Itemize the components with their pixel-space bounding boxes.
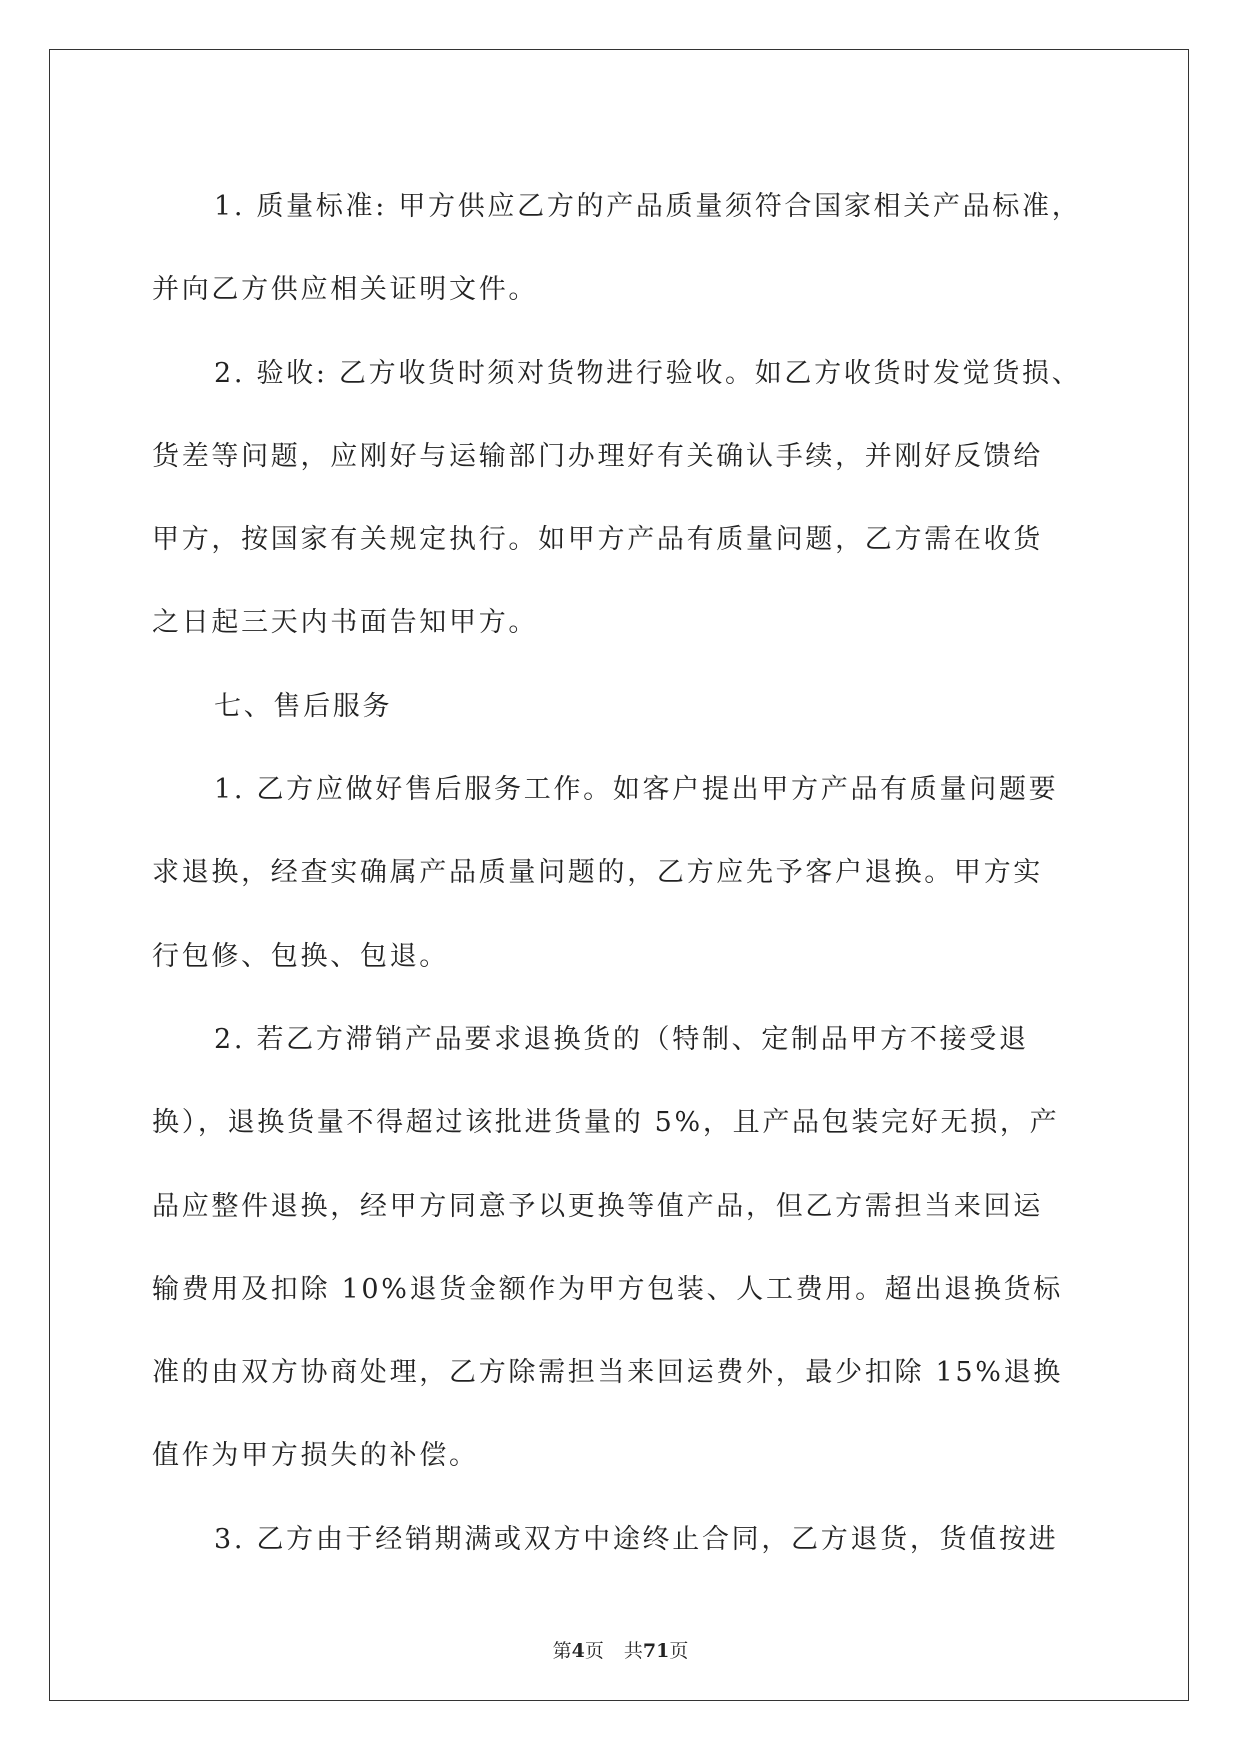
paragraph-quality-line-1: 1. 质量标准: 甲方供应乙方的产品质量须符合国家相关产品标准， [214,191,1082,222]
page-total-number: 71 [642,1640,670,1662]
paragraph-returns-line-5: 准的由双方协商处理，乙方除需担当来回运费外，最少扣除 15%退换 [152,1357,1063,1389]
paragraph-acceptance-line-3: 甲方，按国家有关规定执行。如甲方产品有质量问题，乙方需在收货 [152,524,1043,556]
document-body [152,165,1092,1581]
paragraph-returns-line-1: 2. 若乙方滞销产品要求退换货的（特制、定制品甲方不接受退 [214,1023,1029,1055]
paragraph-returns-line-3: 品应整件退换，经甲方同意予以更换等值产品，但乙方需担当来回运 [152,1190,1043,1222]
paragraph-returns-line-4: 输费用及扣除 10%退货金额作为甲方包装、人工费用。超出退换货标 [152,1273,1063,1305]
page-footer [0,1636,1241,1663]
paragraph-acceptance-line-2: 货差等问题，应刚好与运输部门办理好有关确认手续，并刚好反馈给 [152,440,1043,472]
page-current-number: 4 [571,1640,585,1662]
section-heading-after-sales: 七、售后服务 [214,690,393,722]
total-prefix: 共 [623,1640,643,1662]
paragraph-quality-line-2: 并向乙方供应相关证明文件。 [152,274,539,306]
paragraph-returns-line-2: 换），退换货量不得超过该批进货量的 5%，且产品包装完好无损，产 [152,1107,1060,1139]
paragraph-returns-line-6: 值作为甲方损失的补偿。 [152,1440,479,1472]
paragraph-service-line-3: 行包修、包换、包退。 [152,940,449,972]
paragraph-service-line-2: 求退换，经查实确属产品质量问题的，乙方应先予客户退换。甲方实 [152,857,1043,889]
total-unit: 页 [669,1640,689,1662]
paragraph-acceptance-line-4: 之日起三天内书面告知甲方。 [152,607,539,639]
paragraph-acceptance-line-1: 2. 验收: 乙方收货时须对货物进行验收。如乙方收货时发觉货损、 [214,357,1082,389]
page-unit: 页 [584,1640,604,1662]
paragraph-termination-line-1: 3. 乙方由于经销期满或双方中途终止合同，乙方退货，货值按进 [214,1523,1059,1555]
paragraph-service-line-1: 1. 乙方应做好售后服务工作。如客户提出甲方产品有质量问题要 [214,774,1059,806]
page-prefix: 第 [552,1640,572,1662]
